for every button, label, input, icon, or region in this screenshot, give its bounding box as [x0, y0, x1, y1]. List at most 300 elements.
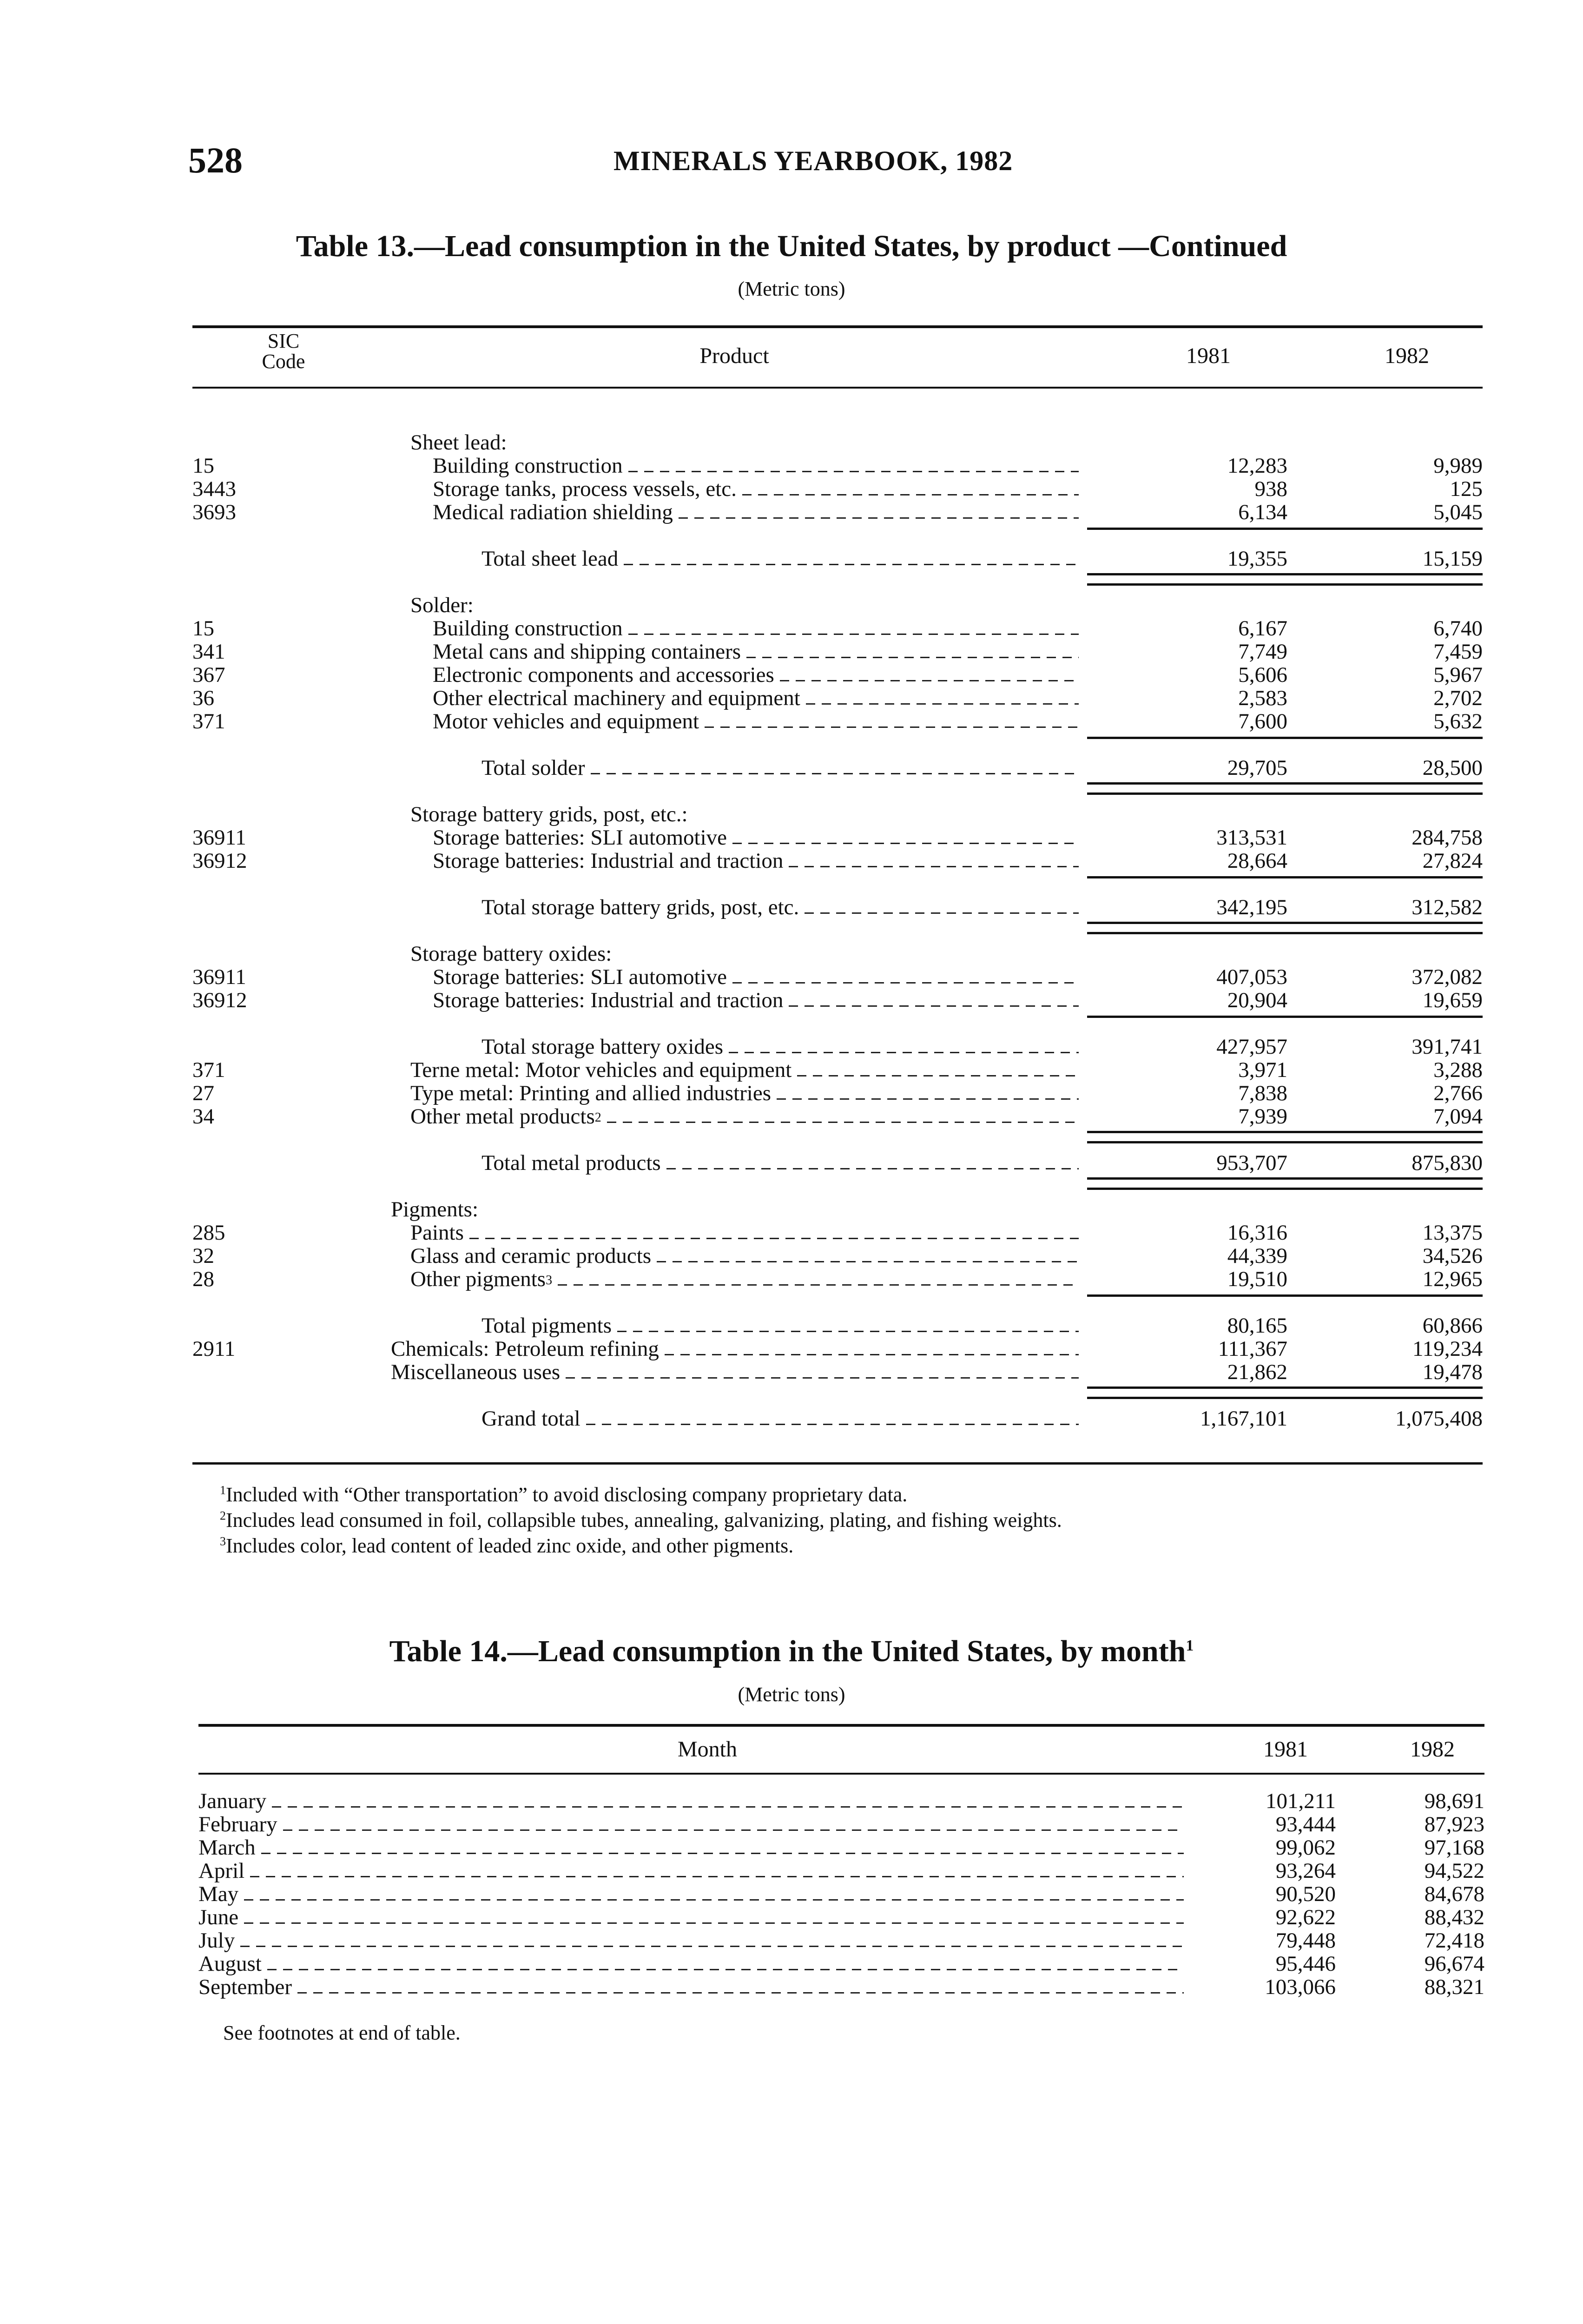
- dot-leader: [297, 1992, 1184, 1994]
- sic-code: 341: [192, 640, 225, 664]
- table14-title: [0, 1634, 1583, 1669]
- month-label: May: [198, 1882, 239, 1906]
- sic-code: 34: [192, 1104, 214, 1129]
- product-header: Product: [699, 343, 769, 368]
- value-1982: 72,418: [1424, 1928, 1484, 1953]
- value-1982: 372,082: [1412, 965, 1483, 989]
- value-1982: 2,702: [1433, 686, 1483, 710]
- section-heading: [192, 431, 1483, 454]
- value-1981: 111,367: [1218, 1337, 1287, 1361]
- value-1982: 119,234: [1412, 1337, 1483, 1361]
- table-row: [192, 663, 1483, 687]
- dot-leader: [617, 1331, 1079, 1332]
- single-rule-gap: [192, 733, 1483, 756]
- dot-leader: [732, 843, 1079, 844]
- month-header: Month: [677, 1737, 737, 1762]
- product-label: [481, 896, 799, 919]
- value-1982: 15,159: [1422, 547, 1483, 571]
- product-label: [433, 501, 673, 524]
- product-label-text: Electronic components and accessories: [433, 663, 774, 687]
- product-label: [481, 756, 585, 779]
- value-1982: 875,830: [1412, 1151, 1483, 1175]
- dot-leader: [558, 1284, 1079, 1286]
- value-1981: 44,339: [1227, 1244, 1287, 1268]
- dot-leader: [591, 773, 1079, 774]
- sic-code: 2911: [192, 1337, 236, 1361]
- product-label: [391, 1337, 659, 1360]
- product-label-text: Motor vehicles and equipment: [433, 709, 699, 733]
- month-row: [198, 1813, 1484, 1836]
- value-1981: 7,600: [1238, 709, 1287, 733]
- product-label-text: Total storage battery grids, post, etc.: [481, 895, 799, 919]
- single-rule-gap: [192, 872, 1483, 896]
- product-label: [410, 1244, 651, 1268]
- value-1982: 60,866: [1422, 1314, 1483, 1338]
- product-label: [481, 547, 618, 570]
- value-1981: 20,904: [1227, 988, 1287, 1012]
- product-label: [410, 1221, 464, 1244]
- value-1982: 5,045: [1433, 500, 1483, 524]
- table-row: [192, 477, 1483, 501]
- month-row: [198, 1859, 1484, 1882]
- product-label-text: Storage tanks, process vessels, etc.: [433, 477, 737, 501]
- sic-code: 36911: [192, 965, 246, 989]
- year-1982-header: 1982: [1385, 343, 1429, 368]
- dot-leader: [679, 517, 1079, 519]
- value-1982: 125: [1450, 477, 1483, 501]
- table13-body: [192, 431, 1483, 1430]
- dot-leader: [666, 1168, 1079, 1169]
- table-row: [192, 1221, 1483, 1244]
- product-label-text: Medical radiation shielding: [433, 500, 673, 524]
- value-1981: 79,448: [1275, 1928, 1336, 1953]
- table13-title: Table 13.—Lead consumption in the United States, by product —Continued: [296, 229, 1287, 263]
- single-rule-gap: [192, 1291, 1483, 1314]
- product-label: [410, 803, 688, 826]
- value-1981: 93,444: [1275, 1812, 1336, 1836]
- dot-leader: [624, 564, 1079, 565]
- value-1982: 5,967: [1433, 663, 1483, 687]
- sic-code: 32: [192, 1244, 214, 1268]
- t14-year-1981-header: 1981: [1263, 1737, 1308, 1762]
- dot-leader: [628, 634, 1079, 635]
- double-rule-bottom: [1087, 792, 1483, 795]
- dot-leader: [729, 1052, 1079, 1053]
- footnote-mark: 3: [220, 1534, 226, 1548]
- table-row: [192, 501, 1483, 524]
- sic-header-line1: SIC: [267, 330, 300, 352]
- value-1981: 7,838: [1238, 1081, 1287, 1105]
- product-label: [410, 942, 612, 965]
- double-rule-bottom: [1087, 1141, 1483, 1143]
- dot-leader: [780, 680, 1079, 681]
- month-row: [198, 1836, 1484, 1859]
- section-heading: [192, 803, 1483, 826]
- product-label: [433, 663, 774, 687]
- value-1981: 19,510: [1227, 1267, 1287, 1291]
- value-1981: 21,862: [1227, 1360, 1287, 1384]
- value-1981: 99,062: [1275, 1835, 1336, 1860]
- value-1981: 90,520: [1275, 1882, 1336, 1906]
- total-row: [192, 547, 1483, 570]
- total-row: [192, 1314, 1483, 1337]
- double-rule-bottom: [1087, 583, 1483, 586]
- month-label: February: [198, 1812, 277, 1836]
- table-row: [192, 454, 1483, 477]
- total-row: [192, 1407, 1483, 1430]
- dot-leader: [244, 1899, 1184, 1901]
- dot-leader: [250, 1876, 1184, 1877]
- product-label: [410, 594, 474, 617]
- value-1982: 9,989: [1433, 454, 1483, 478]
- product-label-text: Storage batteries: SLI automotive: [433, 965, 727, 989]
- value-1981: 3,971: [1238, 1058, 1287, 1082]
- sic-header-line2: Code: [262, 350, 305, 373]
- dot-leader: [283, 1829, 1184, 1831]
- product-label-text: Paints: [410, 1221, 464, 1245]
- dot-leader: [244, 1922, 1184, 1924]
- sic-code: 36: [192, 686, 214, 710]
- dot-leader: [657, 1261, 1079, 1262]
- value-1982: 312,582: [1412, 895, 1483, 919]
- product-label-text: Metal cans and shipping containers: [433, 640, 741, 664]
- value-1982: 6,740: [1433, 616, 1483, 640]
- month-label: July: [198, 1928, 235, 1953]
- value-1981: 16,316: [1227, 1221, 1287, 1245]
- sic-code: 371: [192, 709, 225, 733]
- product-label-text: Sheet lead:: [410, 430, 507, 455]
- total-row: [192, 1151, 1483, 1175]
- year-1981-header: 1981: [1186, 343, 1231, 368]
- section-heading: [192, 1198, 1483, 1221]
- table-row: [192, 1337, 1483, 1360]
- value-1982: 5,632: [1433, 709, 1483, 733]
- double-rule-gap: [192, 1384, 1483, 1407]
- value-1981: 407,053: [1216, 965, 1287, 989]
- underline-rule: [1087, 1016, 1483, 1018]
- footnote-text: Includes color, lead content of leaded zinc oxide, and other pigments.: [226, 1534, 794, 1557]
- sic-code: 371: [192, 1058, 225, 1082]
- product-label-text: Building construction: [433, 454, 623, 478]
- value-1982: 284,758: [1412, 825, 1483, 850]
- dot-leader: [272, 1806, 1184, 1808]
- product-label-text: Storage batteries: Industrial and traction: [433, 849, 784, 873]
- value-1982: 87,923: [1424, 1812, 1484, 1836]
- value-1982: 391,741: [1412, 1035, 1483, 1059]
- product-label-text: Total sheet lead: [481, 547, 619, 571]
- month-row: [198, 1906, 1484, 1929]
- product-label-text: Total solder: [481, 756, 585, 780]
- dot-leader: [628, 471, 1079, 472]
- value-1981: 5,606: [1238, 663, 1287, 687]
- dot-leader: [607, 1122, 1079, 1123]
- sic-code: 3693: [192, 500, 236, 524]
- footnote-mark: 1: [220, 1483, 226, 1497]
- month-label: September: [198, 1975, 292, 1999]
- value-1981: 342,195: [1216, 895, 1287, 919]
- value-1982: 1,075,408: [1395, 1406, 1483, 1431]
- value-1981: 92,622: [1275, 1905, 1336, 1929]
- sic-code: 36912: [192, 849, 247, 873]
- value-1981: 313,531: [1216, 825, 1287, 850]
- value-1981: 95,446: [1275, 1952, 1336, 1976]
- table-row: [192, 849, 1483, 872]
- total-row: [192, 1035, 1483, 1058]
- value-1981: 2,583: [1238, 686, 1287, 710]
- value-1982: 94,522: [1424, 1859, 1484, 1883]
- dot-leader: [566, 1377, 1079, 1379]
- sic-code: 36912: [192, 988, 247, 1012]
- table14-body: [198, 1789, 1484, 1999]
- value-1982: 19,659: [1422, 988, 1483, 1012]
- product-label: [433, 640, 741, 663]
- product-label-text: Building construction: [433, 616, 623, 640]
- value-1981: 12,283: [1227, 454, 1287, 478]
- running-head: MINERALS YEARBOOK, 1982: [613, 145, 1013, 176]
- product-label: [433, 687, 800, 710]
- double-rule-top: [1087, 1386, 1483, 1389]
- dot-leader: [267, 1969, 1184, 1970]
- dot-leader: [240, 1946, 1184, 1947]
- product-label: [433, 454, 623, 477]
- double-rule-gap: [192, 1175, 1483, 1198]
- month-label: March: [198, 1835, 256, 1860]
- sic-code: 3443: [192, 477, 236, 501]
- value-1981: 19,355: [1227, 547, 1287, 571]
- product-label: [481, 1314, 612, 1337]
- value-1981: 1,167,101: [1200, 1406, 1287, 1431]
- product-label: [433, 849, 783, 872]
- product-label-text: Grand total: [481, 1406, 580, 1431]
- product-label: [391, 1198, 478, 1221]
- product-label: [391, 1360, 560, 1384]
- value-1981: 6,167: [1238, 616, 1287, 640]
- value-1982: 19,478: [1422, 1360, 1483, 1384]
- single-rule-gap: [192, 1012, 1483, 1035]
- single-rule-gap: [192, 524, 1483, 547]
- month-row: [198, 1789, 1484, 1813]
- product-label-text: Total storage battery oxides: [481, 1035, 724, 1059]
- value-1982: 96,674: [1424, 1952, 1484, 1976]
- product-label: [433, 826, 727, 849]
- table-row: [192, 826, 1483, 849]
- product-label-text: Glass and ceramic products: [410, 1244, 652, 1268]
- section-heading: [192, 594, 1483, 617]
- underline-rule: [1087, 876, 1483, 878]
- table14-unit: (Metric tons): [738, 1683, 845, 1706]
- product-label: [433, 477, 737, 501]
- double-rule-top: [1087, 782, 1483, 785]
- double-rule-gap: [192, 919, 1483, 942]
- dot-leader: [732, 982, 1079, 984]
- product-label-text: Solder:: [410, 593, 474, 617]
- table13-unit: (Metric tons): [738, 277, 845, 300]
- underline-rule: [1087, 1294, 1483, 1297]
- dot-leader: [665, 1354, 1079, 1355]
- double-rule-bottom: [1087, 1397, 1483, 1399]
- footnote-1: [220, 1483, 907, 1506]
- product-label-text: Pigments:: [391, 1197, 479, 1221]
- value-1981: 93,264: [1275, 1859, 1336, 1883]
- table-row: [192, 989, 1483, 1012]
- table-row: [192, 1105, 1483, 1128]
- value-1982: 27,824: [1422, 849, 1483, 873]
- table14-note: See footnotes at end of table.: [223, 2021, 461, 2044]
- dot-leader: [469, 1238, 1079, 1239]
- product-label: [410, 1082, 771, 1105]
- month-row: [198, 1929, 1484, 1952]
- table14-header-rule: [198, 1773, 1484, 1775]
- value-1982: 84,678: [1424, 1882, 1484, 1906]
- product-label-text: Storage batteries: Industrial and traction: [433, 988, 784, 1012]
- month-row: [198, 1882, 1484, 1906]
- product-label: [481, 1035, 723, 1058]
- double-rule-top: [1087, 573, 1483, 575]
- double-rule-bottom: [1087, 932, 1483, 934]
- product-label: [481, 1151, 661, 1175]
- value-1981: 103,066: [1265, 1975, 1336, 1999]
- footnote-3: [220, 1534, 793, 1558]
- product-label-text: Chemicals: Petroleum refining: [391, 1337, 659, 1361]
- month-label: April: [198, 1859, 245, 1883]
- value-1982: 7,459: [1433, 640, 1483, 664]
- sic-code: 15: [192, 454, 214, 478]
- product-label: [433, 710, 699, 733]
- product-label: [433, 965, 727, 989]
- product-label-text: Storage batteries: SLI automotive: [433, 825, 727, 850]
- value-1982: 28,500: [1422, 756, 1483, 780]
- total-row: [192, 756, 1483, 779]
- sic-code-header: [251, 331, 316, 372]
- table14-title-note: 1: [1186, 1637, 1194, 1654]
- double-rule-gap: [192, 779, 1483, 803]
- month-label: June: [198, 1905, 239, 1929]
- value-1981: 80,165: [1227, 1314, 1287, 1338]
- underline-rule: [1087, 528, 1483, 530]
- footnote-text: Includes lead consumed in foil, collapsible tubes, annealing, galvanizing, plating, and fishing weights.: [226, 1509, 1062, 1532]
- product-label: [433, 989, 783, 1012]
- value-1981: 6,134: [1238, 500, 1287, 524]
- month-label: August: [198, 1952, 262, 1976]
- dot-leader: [789, 866, 1079, 867]
- product-label: [481, 1407, 580, 1430]
- value-1981: 953,707: [1216, 1151, 1287, 1175]
- product-label-text: Other pigments: [410, 1267, 546, 1291]
- product-label-text: Terne metal: Motor vehicles and equipment: [410, 1058, 792, 1082]
- dot-leader: [805, 912, 1079, 914]
- dot-leader: [261, 1853, 1184, 1854]
- table-row: [192, 640, 1483, 663]
- value-1982: 88,432: [1424, 1905, 1484, 1929]
- month-row: [198, 1975, 1484, 1999]
- footnote-text: Included with “Other transportation” to avoid disclosing company proprietary data.: [226, 1483, 908, 1506]
- page-number: 528: [188, 140, 243, 180]
- dot-leader: [586, 1424, 1079, 1425]
- table14-title-text: Table 14.—Lead consumption in the United States, by month: [389, 1634, 1186, 1668]
- dot-leader: [777, 1098, 1079, 1100]
- section-heading: [192, 942, 1483, 965]
- value-1982: 2,766: [1433, 1081, 1483, 1105]
- product-label-text: Total metal products: [481, 1151, 661, 1175]
- table-row: [192, 617, 1483, 640]
- table-row: [192, 1244, 1483, 1268]
- dot-leader: [705, 726, 1079, 728]
- value-1981: 7,939: [1238, 1104, 1287, 1129]
- double-rule-gap: [192, 1128, 1483, 1151]
- product-label-text: Storage battery grids, post, etc.:: [410, 802, 688, 826]
- value-1981: 101,211: [1265, 1789, 1336, 1813]
- underline-rule: [1087, 737, 1483, 739]
- t14-year-1982-header: 1982: [1410, 1737, 1455, 1762]
- table-row: [192, 710, 1483, 733]
- value-1981: 938: [1254, 477, 1287, 501]
- product-label-text: Other electrical machinery and equipment: [433, 686, 800, 710]
- table13-header-rule: [192, 387, 1483, 389]
- value-1982: 3,288: [1433, 1058, 1483, 1082]
- product-label: Other pigments $^3$: [410, 1267, 553, 1291]
- dot-leader: [746, 657, 1079, 658]
- footnote-mark: 2: [220, 1509, 226, 1523]
- dot-leader: [806, 703, 1079, 705]
- value-1982: 88,321: [1424, 1975, 1484, 1999]
- table-row: [192, 1058, 1483, 1082]
- sic-code: 285: [192, 1221, 225, 1245]
- product-label-text: Total pigments: [481, 1314, 612, 1338]
- value-1982: 13,375: [1422, 1221, 1483, 1245]
- sic-code: 367: [192, 663, 225, 687]
- table-row: [192, 687, 1483, 710]
- table14-top-rule: [198, 1724, 1484, 1727]
- double-rule-top: [1087, 1131, 1483, 1133]
- product-label-text: Miscellaneous uses: [391, 1360, 561, 1384]
- double-rule-gap: [192, 570, 1483, 594]
- month-row: [198, 1952, 1484, 1975]
- table13-top-rule: [192, 325, 1483, 328]
- footnote-2: [220, 1508, 1062, 1532]
- value-1981: 28,664: [1227, 849, 1287, 873]
- double-rule-top: [1087, 1177, 1483, 1180]
- dot-leader: [789, 1005, 1079, 1007]
- product-label: [433, 617, 623, 640]
- product-label-text: Other metal products: [410, 1104, 595, 1129]
- product-label: [410, 431, 507, 454]
- value-1982: 7,094: [1433, 1104, 1483, 1129]
- dot-leader: [797, 1075, 1079, 1076]
- sic-code: 15: [192, 616, 214, 640]
- table-row: [192, 1360, 1483, 1384]
- product-label-text: Storage battery oxides:: [410, 942, 612, 966]
- double-rule-bottom: [1087, 1188, 1483, 1190]
- total-row: [192, 896, 1483, 919]
- dot-leader: [742, 494, 1079, 495]
- table-row: [192, 965, 1483, 989]
- value-1982: 12,965: [1422, 1267, 1483, 1291]
- value-1982: 97,168: [1424, 1835, 1484, 1860]
- value-1981: 29,705: [1227, 756, 1287, 780]
- table13-bottom-rule: [192, 1462, 1483, 1465]
- value-1981: 427,957: [1216, 1035, 1287, 1059]
- value-1981: 7,749: [1238, 640, 1287, 664]
- month-label: January: [198, 1789, 267, 1813]
- sic-code: 36911: [192, 825, 246, 850]
- value-1982: 98,691: [1424, 1789, 1484, 1813]
- product-label: Other metal products $^2$: [410, 1104, 601, 1129]
- product-label: [410, 1058, 792, 1082]
- sic-code: 28: [192, 1267, 214, 1291]
- value-1982: 34,526: [1422, 1244, 1483, 1268]
- table-row: [192, 1082, 1483, 1105]
- sic-code: 27: [192, 1081, 214, 1105]
